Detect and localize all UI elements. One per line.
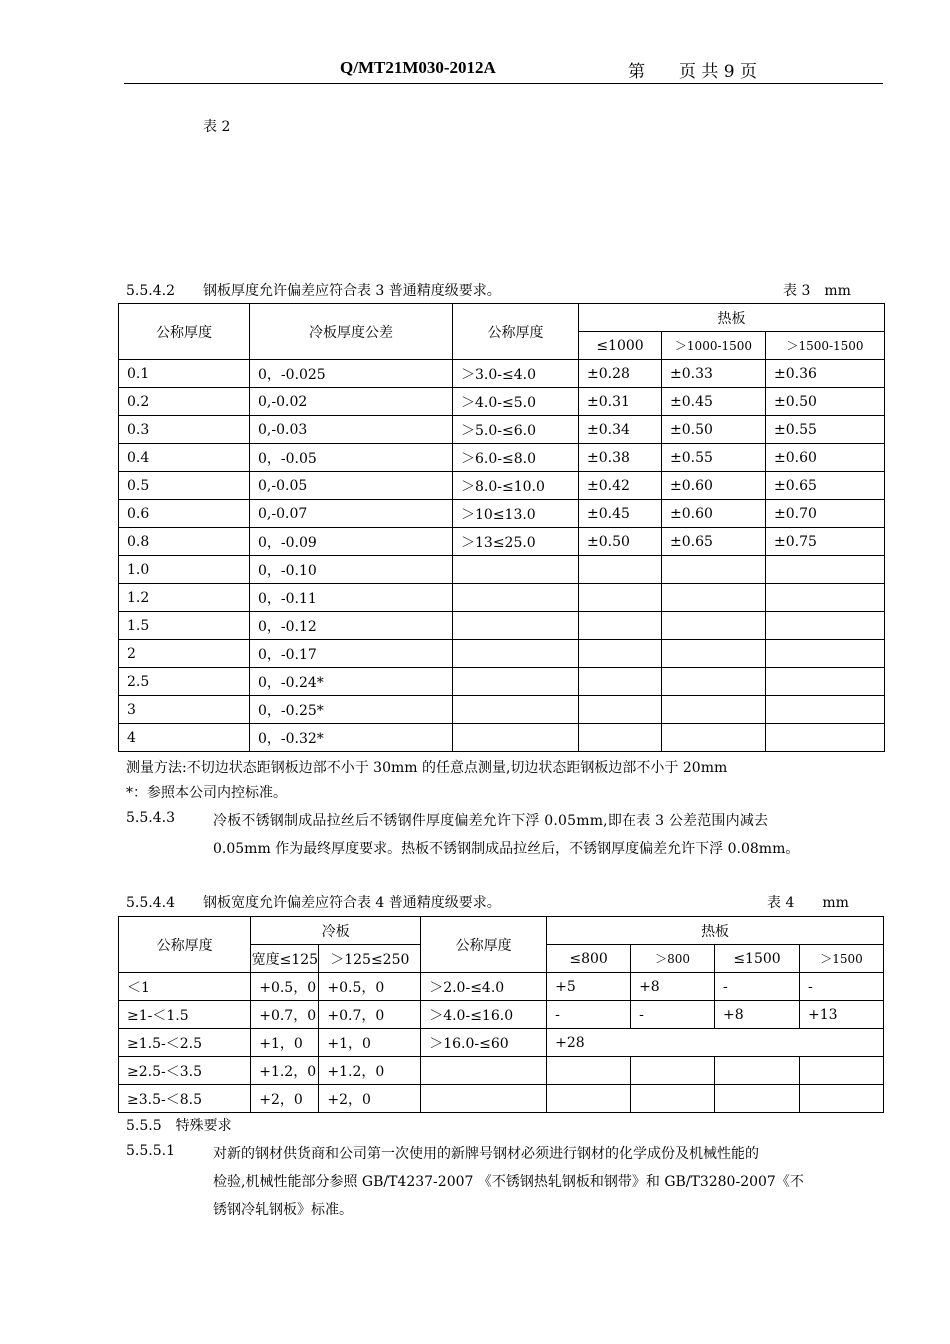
- table3-cell: [766, 668, 885, 696]
- table3-cell: [453, 612, 579, 640]
- table4-header-hot-col: ＞1500: [800, 945, 884, 973]
- table3-cell: 0.1: [119, 360, 250, 388]
- table3-cell: [662, 612, 766, 640]
- table3-cell: 0,-0.02: [250, 388, 453, 416]
- table3-row: [119, 640, 885, 668]
- table3-row: [119, 724, 885, 752]
- table3-row: [119, 500, 885, 528]
- table3-cell: 0,-0.05: [250, 472, 453, 500]
- table4-cell: [631, 1085, 715, 1113]
- star-note: *：参照本公司内控标准。: [126, 785, 287, 801]
- table3-cell: ±0.45: [579, 500, 662, 528]
- table3-cell: [766, 612, 885, 640]
- table3-cell: ＞10≤13.0: [453, 500, 579, 528]
- table3-cell: [453, 556, 579, 584]
- table4-cell: ≥1-＜1.5: [119, 1001, 251, 1029]
- table4-label: 表 4 mm: [767, 895, 849, 911]
- table3-cell: 0，-0.32*: [250, 724, 453, 752]
- section-5551-line2: 检验,机械性能部分参照 GB/T4237-2007 《不锈钢热轧钢板和钢带》和 GB/T3280-2007《不: [213, 1174, 804, 1190]
- table3-row: [119, 696, 885, 724]
- table3-cell: 0，-0.12: [250, 612, 453, 640]
- table4-header-nominal: 公称厚度: [119, 917, 251, 973]
- table4-header-hot-col: ≤1500: [715, 945, 800, 973]
- table3-cell: ±0.45: [662, 388, 766, 416]
- table4-cell: [421, 1085, 547, 1113]
- table3-cell: ±0.42: [579, 472, 662, 500]
- table3-cell: 3: [119, 696, 250, 724]
- table4-cell: +13: [800, 1001, 884, 1029]
- table4-cell: ≥3.5-＜8.5: [119, 1085, 251, 1113]
- table3-header-hot: 热板: [579, 304, 885, 332]
- table2-caption: 表 2: [203, 119, 231, 135]
- table3-cell: 0.5: [119, 472, 250, 500]
- table3-cell: [579, 696, 662, 724]
- table3-cell: ±0.28: [579, 360, 662, 388]
- table3-cell: ±0.50: [662, 416, 766, 444]
- table3-cell: [579, 584, 662, 612]
- table4-header-hot-col: ≤800: [547, 945, 631, 973]
- table3-cell: 0，-0.10: [250, 556, 453, 584]
- measure-note: 测量方法:不切边状态距钢板边部不小于 30mm 的任意点测量,切边状态距钢板边部不小于 20mm: [126, 760, 728, 776]
- section-555-heading: 5.5.5 特殊要求: [126, 1118, 232, 1134]
- table3-cell: [662, 584, 766, 612]
- table4-cell: +28: [547, 1029, 884, 1057]
- table4-cell: [421, 1057, 547, 1085]
- table3-cell: ±0.75: [766, 528, 885, 556]
- table4-cell: +1.2，0: [319, 1057, 421, 1085]
- table4-cell: +1，0: [251, 1029, 319, 1057]
- table3-cell: ±0.50: [579, 528, 662, 556]
- section-5544-text: 5.5.4.4 钢板宽度允许偏差应符合表 4 普通精度级要求。: [126, 895, 501, 911]
- table4-row: [119, 973, 884, 1001]
- table4-cell: -: [715, 973, 800, 1001]
- table3-cell: 0，-0.25*: [250, 696, 453, 724]
- section-5542-text: 5.5.4.2 钢板厚度允许偏差应符合表 3 普通精度级要求。: [126, 283, 501, 299]
- table4-cell: +8: [631, 973, 715, 1001]
- table3-body: [119, 360, 885, 752]
- table3-cell: ±0.60: [662, 472, 766, 500]
- table4-cell: ＞2.0-≤4.0: [421, 973, 547, 1001]
- section-5551-line3: 锈钢冷轧钢板》标准。: [213, 1202, 353, 1218]
- table3-header-hot-col: ＞1000-1500: [662, 332, 766, 360]
- table4-cell: +2，0: [319, 1085, 421, 1113]
- page-indicator: 第 页 共 9 页: [628, 62, 758, 82]
- table3-cell: [453, 668, 579, 696]
- table3-cell: 0.3: [119, 416, 250, 444]
- table3-row: [119, 388, 885, 416]
- table4-cell: +8: [715, 1001, 800, 1029]
- table3-cell: [662, 724, 766, 752]
- table3-cell: ±0.65: [766, 472, 885, 500]
- table4-cell: ＞4.0-≤16.0: [421, 1001, 547, 1029]
- table4-cell: +0.5，0: [251, 973, 319, 1001]
- table3-row: [119, 612, 885, 640]
- table3-cell: 0，-0.09: [250, 528, 453, 556]
- table3-row: [119, 528, 885, 556]
- table3-header-cold-tolerance: 冷板厚度公差: [250, 304, 453, 360]
- table3-cell: [662, 640, 766, 668]
- section-5543-line2: 0.05mm 作为最终厚度要求。热板不锈钢制成品拉丝后，不锈钢厚度偏差允许下浮 0.08mm。: [213, 841, 800, 857]
- table3-cell: ±0.34: [579, 416, 662, 444]
- table4-cell: +0.7，0: [319, 1001, 421, 1029]
- table3-cell: [453, 584, 579, 612]
- table3-cell: [766, 584, 885, 612]
- section-5551-number: 5.5.5.1: [126, 1143, 175, 1159]
- table3-cell: 0，-0.24*: [250, 668, 453, 696]
- table3-cell: [579, 724, 662, 752]
- table3-row: [119, 472, 885, 500]
- table4-cell: +0.7，0: [251, 1001, 319, 1029]
- table3-cell: [766, 556, 885, 584]
- table3-cell: 2: [119, 640, 250, 668]
- table3-cell: ±0.70: [766, 500, 885, 528]
- table4-header-hot-col: ＞800: [631, 945, 715, 973]
- table4-cell: ＞16.0-≤60: [421, 1029, 547, 1057]
- table4-header-cold-col: 宽度≤125: [251, 945, 319, 973]
- table3-cell: ±0.36: [766, 360, 885, 388]
- doc-code: Q/MT21M030-2012A: [340, 58, 496, 77]
- table4-cell: [715, 1085, 800, 1113]
- table3-cell: [579, 668, 662, 696]
- table4-cell: [547, 1057, 631, 1085]
- table4-cell: ≥1.5-＜2.5: [119, 1029, 251, 1057]
- table4-header-hot: 热板: [547, 917, 884, 945]
- table3-row: [119, 416, 885, 444]
- table3-cell: ±0.38: [579, 444, 662, 472]
- table3-header-hot-col: ≤1000: [579, 332, 662, 360]
- table3-cell: ±0.33: [662, 360, 766, 388]
- table3-cell: ＞4.0-≤5.0: [453, 388, 579, 416]
- table3-row: [119, 668, 885, 696]
- table3-cell: [766, 640, 885, 668]
- header-rule: [124, 83, 883, 84]
- table3-row: [119, 584, 885, 612]
- table3-row: [119, 360, 885, 388]
- table3-cell: ＞5.0-≤6.0: [453, 416, 579, 444]
- table3-cell: ±0.55: [662, 444, 766, 472]
- table4-cell: +5: [547, 973, 631, 1001]
- section-5551-line1: 对新的钢材供货商和公司第一次使用的新牌号钢材必须进行钢材的化学成份及机械性能的: [213, 1146, 759, 1162]
- table4-header-cold: 冷板: [251, 917, 421, 945]
- table3-cell: ＞13≤25.0: [453, 528, 579, 556]
- table3-cell: [766, 724, 885, 752]
- table3-cell: [453, 724, 579, 752]
- table3-cell: [662, 696, 766, 724]
- table4-cell: ＜1: [119, 973, 251, 1001]
- table4: [118, 916, 884, 1113]
- section-5543-number: 5.5.4.3: [126, 810, 175, 826]
- table3-cell: [579, 556, 662, 584]
- table4-cell: ≥2.5-＜3.5: [119, 1057, 251, 1085]
- table4-row: [119, 1001, 884, 1029]
- table3-cell: 0,-0.03: [250, 416, 453, 444]
- table3-cell: ±0.50: [766, 388, 885, 416]
- table3-cell: [579, 640, 662, 668]
- table3-cell: 0,-0.07: [250, 500, 453, 528]
- table3-cell: 1.0: [119, 556, 250, 584]
- table4-cell: [715, 1057, 800, 1085]
- section-5543-line1: 冷板不锈钢制成品拉丝后不锈钢件厚度偏差允许下浮 0.05mm,即在表 3 公差范围内减去: [213, 813, 769, 829]
- table3-cell: 1.2: [119, 584, 250, 612]
- table3-row: [119, 444, 885, 472]
- table3-cell: 2.5: [119, 668, 250, 696]
- table3-cell: [662, 556, 766, 584]
- table3-cell: [453, 640, 579, 668]
- table3-cell: [453, 696, 579, 724]
- table3-cell: 0.4: [119, 444, 250, 472]
- table3-cell: ＞6.0-≤8.0: [453, 444, 579, 472]
- table3-cell: 0，-0.17: [250, 640, 453, 668]
- table3-row: [119, 556, 885, 584]
- table4-cell: -: [547, 1001, 631, 1029]
- table3-cell: 0.6: [119, 500, 250, 528]
- table4-row: [119, 1057, 884, 1085]
- table3-cell: 0，-0.05: [250, 444, 453, 472]
- table3-cell: ±0.60: [766, 444, 885, 472]
- table4-body: [119, 973, 884, 1113]
- table3-header-hot-col: ＞1500-1500: [766, 332, 885, 360]
- table4-cell: +0.5，0: [319, 973, 421, 1001]
- table4-cell: [631, 1057, 715, 1085]
- table4-cell: [800, 1085, 884, 1113]
- table4-cell: +2，0: [251, 1085, 319, 1113]
- table3-cell: ±0.55: [766, 416, 885, 444]
- table3-cell: ±0.60: [662, 500, 766, 528]
- table4-header-nominal2: 公称厚度: [421, 917, 547, 973]
- table3-cell: [662, 668, 766, 696]
- table4-row: [119, 1029, 884, 1057]
- table3-cell: 0.2: [119, 388, 250, 416]
- table3-cell: [579, 612, 662, 640]
- table3: [118, 303, 885, 752]
- table3-header-nominal2: 公称厚度: [453, 304, 579, 360]
- table3-label: 表 3 mm: [783, 283, 851, 299]
- table3-header-nominal: 公称厚度: [119, 304, 250, 360]
- table4-cell: +1.2，0: [251, 1057, 319, 1085]
- table4-cell: +1，0: [319, 1029, 421, 1057]
- table3-cell: 4: [119, 724, 250, 752]
- table4-header-cold-col: ＞125≤250: [319, 945, 421, 973]
- table3-cell: ＞8.0-≤10.0: [453, 472, 579, 500]
- table3-cell: 1.5: [119, 612, 250, 640]
- table3-cell: ＞3.0-≤4.0: [453, 360, 579, 388]
- table3-cell: 0，-0.025: [250, 360, 453, 388]
- table3-cell: 0，-0.11: [250, 584, 453, 612]
- table3-cell: ±0.65: [662, 528, 766, 556]
- table4-cell: -: [800, 973, 884, 1001]
- table3-cell: [766, 696, 885, 724]
- table4-cell: -: [631, 1001, 715, 1029]
- table4-row: [119, 1085, 884, 1113]
- table4-cell: [800, 1057, 884, 1085]
- table4-cell: [547, 1085, 631, 1113]
- table3-cell: 0.8: [119, 528, 250, 556]
- table3-cell: ±0.31: [579, 388, 662, 416]
